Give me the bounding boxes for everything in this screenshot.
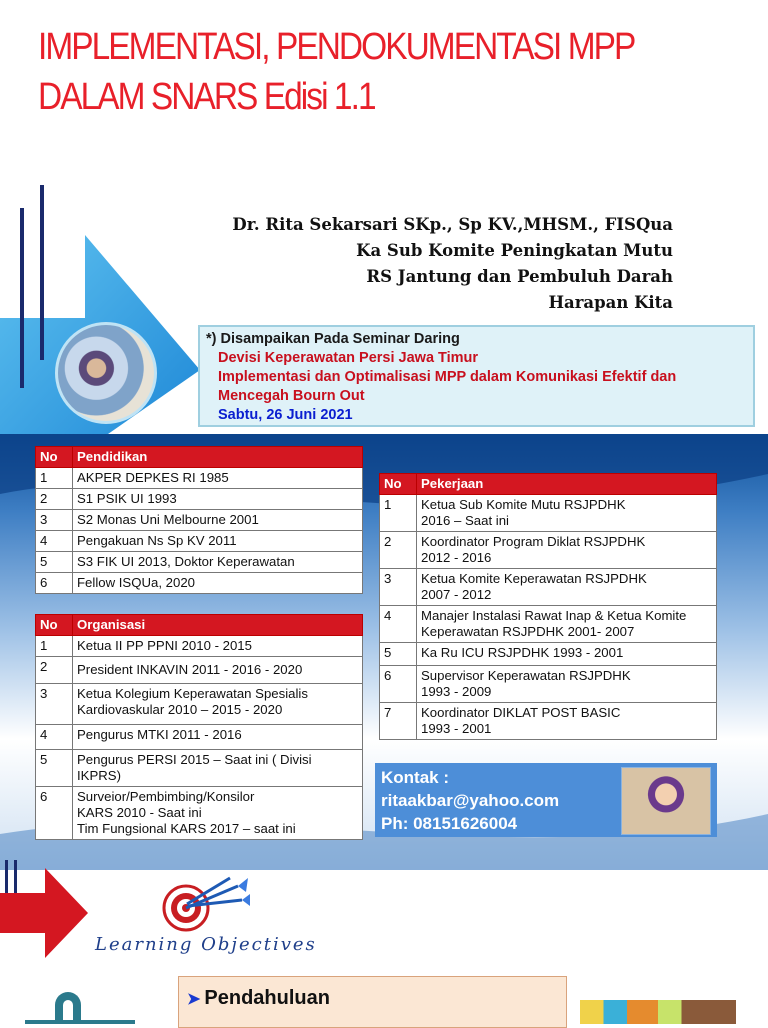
row-text [73,750,363,787]
row-no: 4 [36,531,73,552]
row-line: Kardiovaskular 2010 – 2015 - 2020 [77,702,283,717]
seminar-info-box [198,325,755,427]
table-row [36,725,363,750]
row-text: AKPER DEPKES RI 1985 [73,468,363,489]
table-row [36,750,363,787]
header-no: No [36,447,73,468]
row-no: 1 [380,495,417,532]
row-text [417,606,717,643]
table-row [380,495,717,532]
table-row [380,606,717,643]
slide-title [38,22,634,122]
row-line: Pengurus PERSI 2015 – Saat ini ( Divisi [77,752,312,767]
vertical-line [40,185,44,360]
pendahuluan-label: Pendahuluan [204,987,330,1009]
row-text [73,725,363,750]
contact-email: ritaakbar@yahoo.com [381,791,560,810]
row-line: 1993 - 2009 [421,684,492,699]
author-org-2: Harapan Kita [548,293,673,312]
row-line: Ka Ru ICU RSJPDHK 1993 - 2001 [421,645,624,660]
contact-phone: Ph: 08151626004 [381,814,518,833]
table-row [36,657,363,684]
row-no: 4 [36,725,73,750]
title-line-2: DALAM SNARS Edisi 1.1 [38,76,375,118]
row-line: Manajer Instalasi Rawat Inap & Ketua Komite [421,608,687,623]
contact-label: Kontak : [381,768,449,787]
table-row [380,532,717,569]
table-row [36,636,363,657]
right-arrow-shape [0,868,90,958]
row-text: S2 Monas Uni Melbourne 2001 [73,510,363,531]
row-no: 3 [36,684,73,725]
table-header-row [36,615,363,636]
table-row [36,684,363,725]
row-no: 2 [36,489,73,510]
pendidikan-table [35,446,363,594]
row-line: 2007 - 2012 [421,587,492,602]
target-darts-icon [160,874,250,934]
row-text: Pengakuan Ns Sp KV 2011 [73,531,363,552]
table-row [380,666,717,703]
arrow-bullet-icon: ➤ [187,991,201,1008]
row-line: President INKAVIN 2011 - 2016 - 2020 [77,662,303,677]
row-no: 2 [36,657,73,684]
row-line: Supervisor Keperawatan RSJPDHK [421,668,631,683]
table-row [36,573,363,594]
row-line: IKPRS) [77,768,121,783]
row-no: 5 [36,552,73,573]
table-header-row [36,447,363,468]
row-line: Pengurus MTKI 2011 - 2016 [77,727,242,742]
table-header-row [380,474,717,495]
row-no: 6 [36,573,73,594]
pekerjaan-table [379,473,717,740]
author-block [232,212,673,316]
row-line: Tim Fungsional KARS 2017 – saat ini [77,821,296,836]
row-text [73,787,363,840]
row-line: Surveior/Pembimbing/Konsilor [77,789,255,804]
author-photo [621,767,711,835]
row-line: KARS 2010 - Saat ini [77,805,202,820]
vertical-line [20,208,24,388]
row-line: Ketua Komite Keperawatan RSJPDHK [421,571,647,586]
author-role: Ka Sub Komite Peningkatan Mutu [356,241,673,260]
row-line: 2016 – Saat ini [421,513,509,528]
row-no: 5 [36,750,73,787]
row-text [417,703,717,740]
row-no: 6 [36,787,73,840]
table-row [36,489,363,510]
row-text [73,657,363,684]
row-text [417,643,717,666]
author-name: Dr. Rita Sekarsari SKp., Sp KV.,MHSM., FISQua [232,215,673,234]
seminar-topic-2: Mencegah Bourn Out [218,388,365,404]
row-line: Keperawatan RSJPDHK 2001- 2007 [421,624,635,639]
header-organisasi: Organisasi [73,615,363,636]
row-line: Ketua II PP PPNI 2010 - 2015 [77,638,252,653]
author-org-1: RS Jantung dan Pembuluh Darah [366,267,673,286]
row-no: 6 [380,666,417,703]
row-line: Ketua Kolegium Keperawatan Spesialis [77,686,308,701]
row-no: 3 [380,569,417,606]
row-no: 2 [380,532,417,569]
table-row [36,787,363,840]
table-row [36,552,363,573]
table-row [36,468,363,489]
table-row [36,510,363,531]
decorative-image-fragment [580,1000,736,1024]
row-line: Ketua Sub Komite Mutu RSJPDHK [421,497,626,512]
row-text [417,495,717,532]
row-text [73,636,363,657]
row-text [417,569,717,606]
table-row [380,643,717,666]
row-text: Fellow ISQUa, 2020 [73,573,363,594]
pendahuluan-box [178,976,567,1028]
table-row [380,569,717,606]
organisasi-table [35,614,363,840]
row-no: 3 [36,510,73,531]
row-line: Koordinator Program Diklat RSJPDHK [421,534,646,549]
row-no: 1 [36,636,73,657]
row-no: 1 [36,468,73,489]
seminar-date: Sabtu, 26 Juni 2021 [218,407,353,423]
row-line: 2012 - 2016 [421,550,492,565]
title-line-1: IMPLEMENTASI, PENDOKUMENTASI MPP [38,26,635,68]
seminar-heading: *) Disampaikan Pada Seminar Daring [206,331,460,347]
logo-underline [25,1020,135,1024]
seminar-photo [55,322,157,424]
row-no: 4 [380,606,417,643]
table-row [380,703,717,740]
seminar-topic-1: Implementasi dan Optimalisasi MPP dalam Komunikasi Efektif dan [218,369,677,385]
row-no: 7 [380,703,417,740]
row-text: S1 PSIK UI 1993 [73,489,363,510]
header-no: No [380,474,417,495]
row-line: Koordinator DIKLAT POST BASIC [421,705,621,720]
row-text [73,684,363,725]
row-no: 5 [380,643,417,666]
row-text [417,666,717,703]
seminar-division: Devisi Keperawatan Persi Jawa Timur [218,350,479,366]
header-pekerjaan: Pekerjaan [417,474,717,495]
row-text: S3 FIK UI 2013, Doktor Keperawatan [73,552,363,573]
learning-objectives-label: Learning Objectives [95,934,317,955]
row-text [417,532,717,569]
header-pendidikan: Pendidikan [73,447,363,468]
row-line: 1993 - 2001 [421,721,492,736]
header-no: No [36,615,73,636]
table-row [36,531,363,552]
